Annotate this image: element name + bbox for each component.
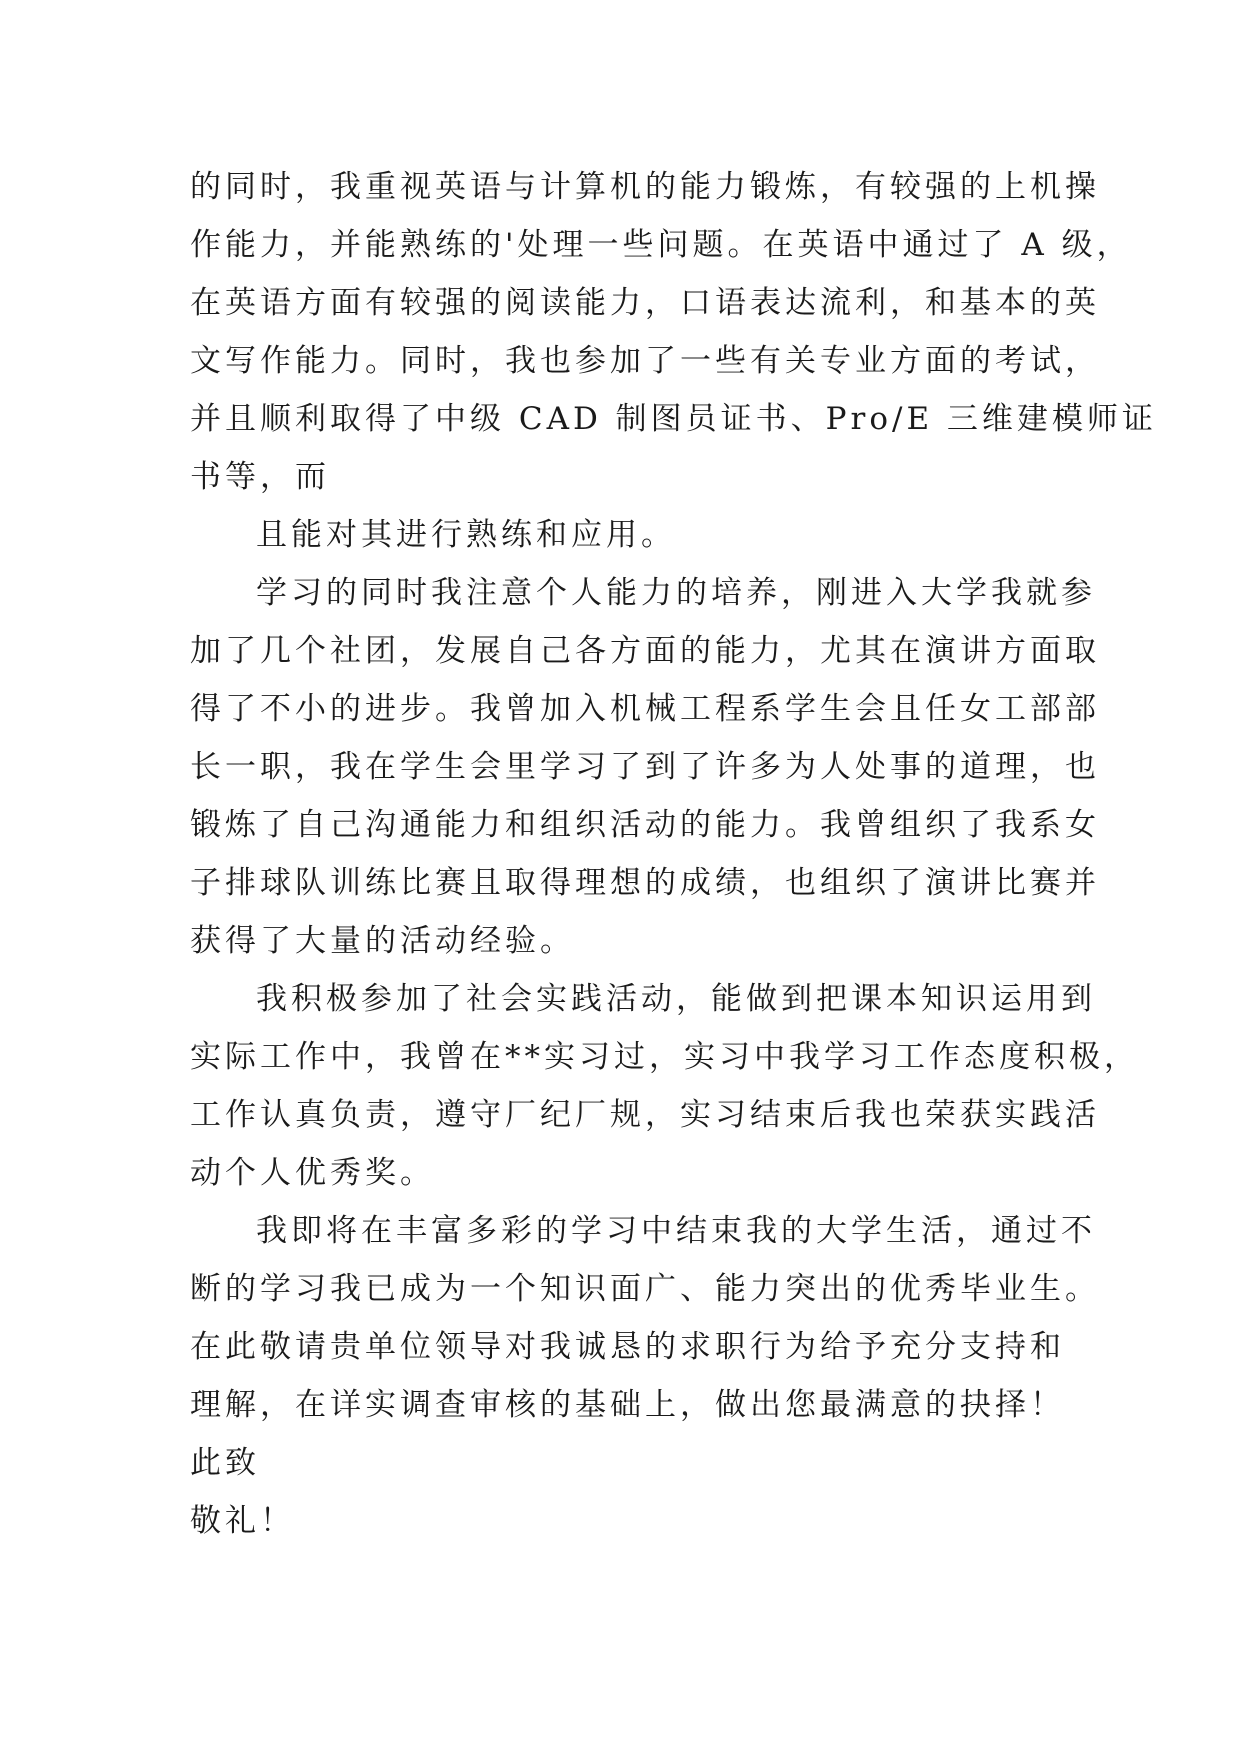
text-line: 动个人优秀奖。 xyxy=(190,1155,435,1191)
text-line: 理解，在详实调查审核的基础上，做出您最满意的抉择！ xyxy=(190,1387,1065,1423)
paragraph-start-line: 我即将在丰富多彩的学习中结束我的大学生活，通过不 xyxy=(256,1213,1096,1249)
text-line: 断的学习我已成为一个知识面广、能力突出的优秀毕业生。 xyxy=(190,1271,1100,1307)
paragraph-start-line: 我积极参加了社会实践活动，能做到把课本知识运用到 xyxy=(256,981,1096,1017)
text-line: 工作认真负责，遵守厂纪厂规，实习结束后我也荣获实践活 xyxy=(190,1097,1100,1133)
salutation-line: 敬礼！ xyxy=(190,1503,295,1539)
text-line: 作能力，并能熟练的'处理一些问题。在英语中通过了 A 级， xyxy=(190,227,1132,263)
text-line: 子排球队训练比赛且取得理想的成绩，也组织了演讲比赛并 xyxy=(190,865,1100,901)
text-line: 实际工作中，我曾在**实习过，实习中我学习工作态度积极， xyxy=(190,1039,1139,1075)
text-line: 文写作能力。同时，我也参加了一些有关专业方面的考试， xyxy=(190,343,1100,379)
paragraph-start-line: 学习的同时我注意个人能力的培养，刚进入大学我就参 xyxy=(256,575,1096,611)
text-line: 在英语方面有较强的阅读能力，口语表达流利，和基本的英 xyxy=(190,285,1100,321)
text-line: 书等，而 xyxy=(190,459,330,495)
letter-body xyxy=(190,158,1157,1550)
text-line: 并且顺利取得了中级 CAD 制图员证书、Pro/E 三维建模师证 xyxy=(190,401,1157,437)
text-line: 得了不小的进步。我曾加入机械工程系学生会且任女工部部 xyxy=(190,691,1100,727)
text-line: 锻炼了自己沟通能力和组织活动的能力。我曾组织了我系女 xyxy=(190,807,1100,843)
closing-line: 此致 xyxy=(190,1445,260,1481)
text-line: 在此敬请贵单位领导对我诚恳的求职行为给予充分支持和 xyxy=(190,1329,1065,1365)
text-line: 的同时，我重视英语与计算机的能力锻炼，有较强的上机操 xyxy=(190,169,1100,205)
text-line: 长一职，我在学生会里学习了到了许多为人处事的道理，也 xyxy=(190,749,1100,785)
text-line: 加了几个社团，发展自己各方面的能力，尤其在演讲方面取 xyxy=(190,633,1100,669)
text-line: 获得了大量的活动经验。 xyxy=(190,923,575,959)
text-line: 且能对其进行熟练和应用。 xyxy=(256,517,676,553)
